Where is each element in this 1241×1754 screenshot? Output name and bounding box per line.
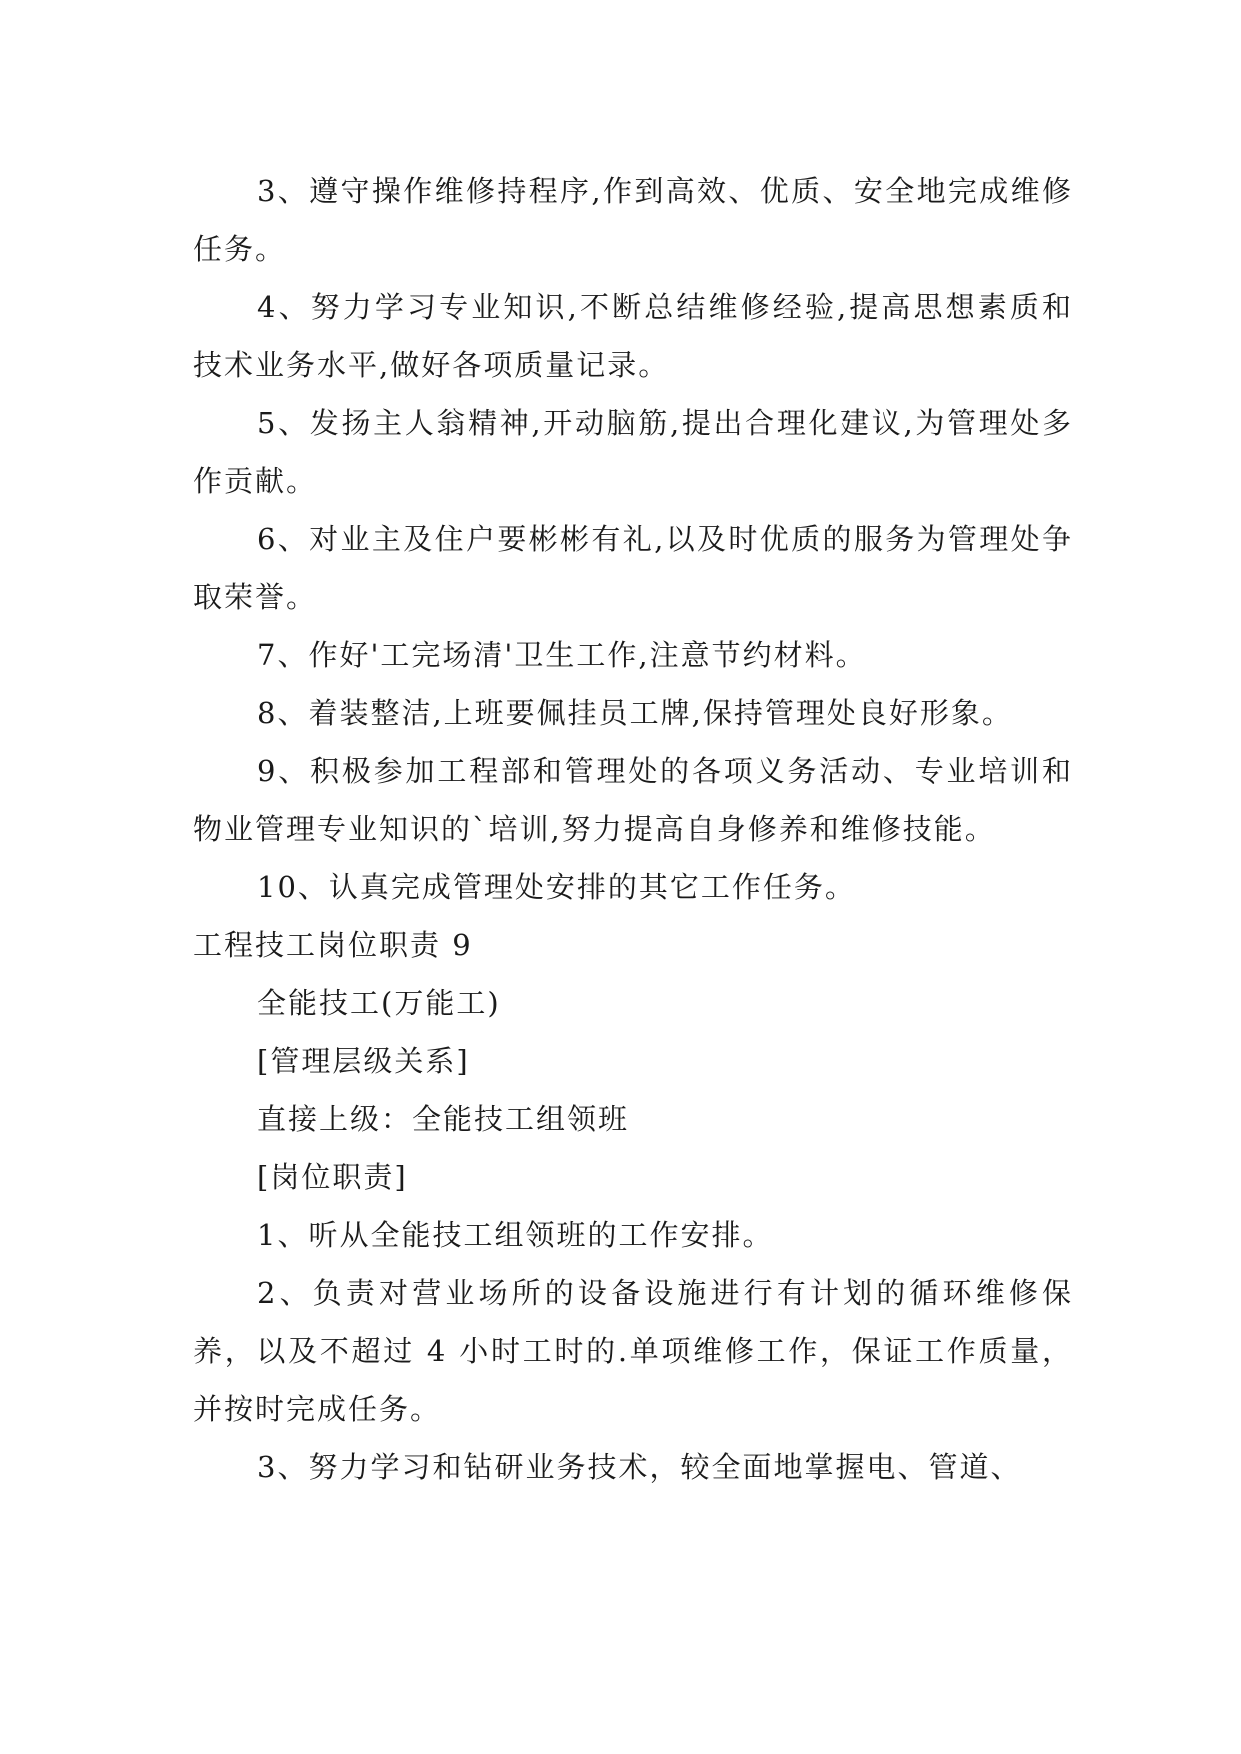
list-item-6: 6、对业主及住户要彬彬有礼,以及时优质的服务为管理处争取荣誉。	[193, 522, 1073, 614]
list-item-5: 5、发扬主人翁精神,开动脑筋,提出合理化建议,为管理处多作贡献。	[193, 406, 1073, 498]
list-item-4: 4、努力学习专业知识,不断总结维修经验,提高思想素质和技术业务水平,做好各项质量记录。	[193, 290, 1073, 382]
section-heading: 工程技工岗位职责 9	[193, 928, 473, 962]
list-item-8: 8、着装整洁,上班要佩挂员工牌,保持管理处良好形象。	[257, 696, 1013, 730]
list-item-9: 9、积极参加工程部和管理处的各项义务活动、专业培训和物业管理专业知识的`培训,努力提高自身修养和维修技能。	[193, 754, 1073, 846]
list-item-10: 10、认真完成管理处安排的其它工作任务。	[257, 870, 856, 904]
list-item-7: 7、作好'工完场清'卫生工作,注意节约材料。	[257, 638, 867, 672]
duties-heading: [岗位职责]	[257, 1160, 408, 1194]
job-title: 全能技工(万能工)	[257, 986, 501, 1020]
duty-item-2: 2、负责对营业场所的设备设施进行有计划的循环维修保养，以及不超过 4 小时工时的.单项维修工作，保证工作质量，并按时完成任务。	[193, 1276, 1073, 1426]
duty-item-1: 1、听从全能技工组领班的工作安排。	[257, 1218, 774, 1252]
supervisor-line: 直接上级：全能技工组领班	[257, 1102, 630, 1136]
document-body	[193, 162, 1073, 1496]
hierarchy-heading: [管理层级关系]	[257, 1044, 470, 1078]
list-item-3: 3、遵守操作维修持程序,作到高效、优质、安全地完成维修任务。	[193, 174, 1073, 266]
duty-item-3: 3、努力学习和钻研业务技术，较全面地掌握电、管道、	[257, 1450, 1022, 1484]
